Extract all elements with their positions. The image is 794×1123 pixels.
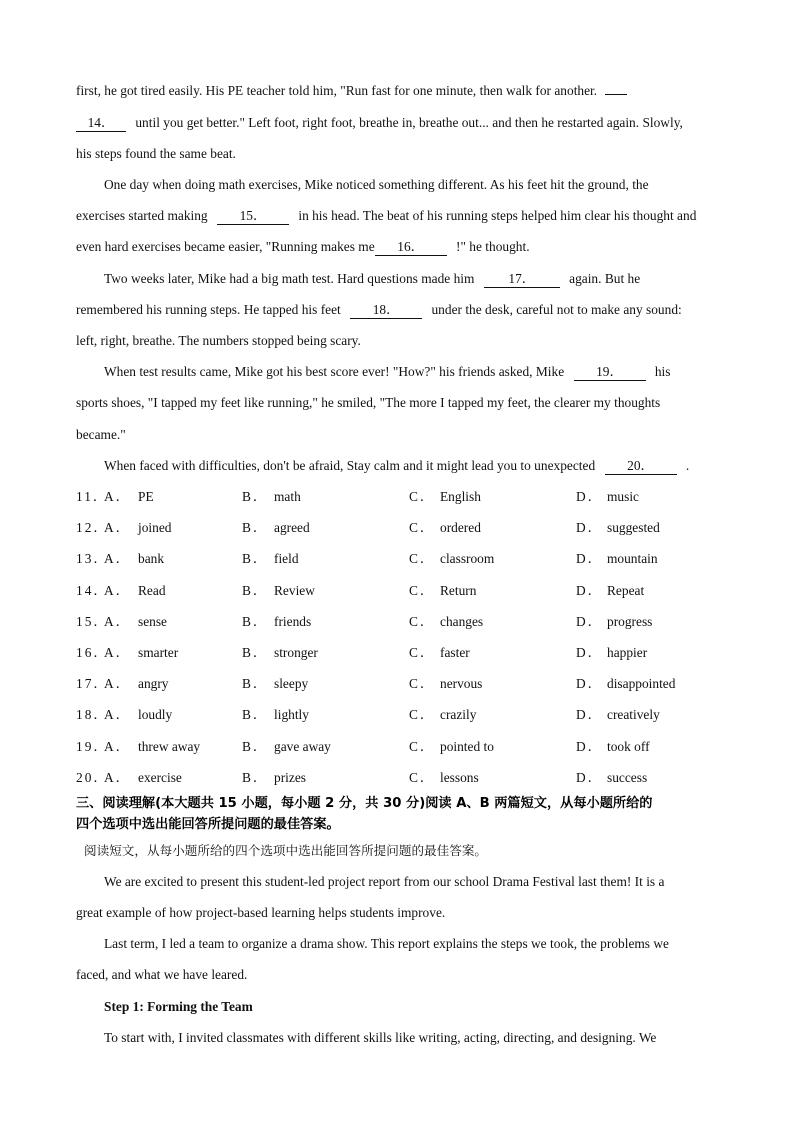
passage-text: When faced with difficulties, don't be afraid, Stay calm and it might lead you to unexpected <box>104 458 596 473</box>
passage-line <box>104 356 774 387</box>
blank-16: 16． <box>375 239 447 256</box>
option-row <box>76 637 746 668</box>
option-label-c: C． <box>409 645 436 660</box>
option-label-c: C． <box>409 676 436 691</box>
passage-text: became." <box>76 427 126 442</box>
option-b[interactable]: friends <box>274 614 312 629</box>
option-label-d: D． <box>576 614 604 629</box>
option-label-b: B． <box>242 645 269 660</box>
option-label-c: C． <box>409 770 436 785</box>
passage-text: until you get better." Left foot, right foot, breathe in, breathe out... and then he restarted again. Slowly, <box>135 115 683 130</box>
option-label-c: C． <box>409 551 436 566</box>
option-c[interactable]: lessons <box>440 770 479 785</box>
option-label-b: B． <box>242 739 269 754</box>
passage-text: left, right, breathe. The numbers stopped being scary. <box>76 333 361 348</box>
option-label-c: C． <box>409 739 436 754</box>
option-a[interactable]: Read <box>138 583 166 598</box>
question-number: 13． <box>76 551 109 566</box>
question-number: 16． <box>76 645 109 660</box>
question-number: 19． <box>76 739 109 754</box>
option-b[interactable]: gave away <box>274 739 331 754</box>
option-row <box>76 481 746 512</box>
option-label-a: A． <box>104 707 132 722</box>
option-label-b: B． <box>242 770 269 785</box>
option-row <box>76 699 746 730</box>
passage-text: . <box>685 458 690 473</box>
option-d[interactable]: success <box>607 770 648 785</box>
option-b[interactable]: math <box>274 489 301 504</box>
option-label-c: C． <box>409 489 436 504</box>
option-a[interactable]: smarter <box>138 645 179 660</box>
option-label-c: C． <box>409 583 436 598</box>
option-a[interactable]: bank <box>138 551 165 566</box>
passage-text: his steps found the same beat. <box>76 146 236 161</box>
option-label-d: D． <box>576 520 604 535</box>
section-instruction: 阅读短文，从每小题所给的四个选项中选出能回答所提问题的最佳答案。 <box>84 843 487 858</box>
option-label-d: D． <box>576 551 604 566</box>
passage-line <box>76 231 746 262</box>
option-row <box>76 731 746 762</box>
option-c[interactable]: nervous <box>440 676 483 691</box>
option-d[interactable]: disappointed <box>607 676 676 691</box>
question-number: 20． <box>76 770 109 785</box>
option-d[interactable]: music <box>607 489 639 504</box>
option-label-a: A． <box>104 770 132 785</box>
option-label-d: D． <box>576 645 604 660</box>
option-c[interactable]: crazily <box>440 707 477 722</box>
passage-line <box>104 450 774 481</box>
passage-line <box>76 107 746 138</box>
passage-text: We are excited to present this student-led project report from our school Drama Festival last them! It is a <box>104 874 665 889</box>
blank-14: 14． <box>76 115 126 132</box>
option-c[interactable]: pointed to <box>440 739 494 754</box>
question-number: 15． <box>76 614 109 629</box>
option-label-b: B． <box>242 551 269 566</box>
option-label-d: D． <box>576 707 604 722</box>
option-row <box>76 575 746 606</box>
option-label-b: B． <box>242 583 269 598</box>
blank-14-underline <box>605 94 627 95</box>
passage-line <box>76 419 746 450</box>
option-label-a: A． <box>104 676 132 691</box>
option-b[interactable]: sleepy <box>274 676 309 691</box>
option-d[interactable]: took off <box>607 739 650 754</box>
option-b[interactable]: field <box>274 551 299 566</box>
option-a[interactable]: loudly <box>138 707 173 722</box>
option-label-b: B． <box>242 676 269 691</box>
passage-text: exercises started making <box>76 208 208 223</box>
option-c[interactable]: faster <box>440 645 470 660</box>
option-label-a: A． <box>104 489 132 504</box>
passage-text: To start with, I invited classmates with different skills like writing, acting, directing, and designing. We <box>104 1030 657 1045</box>
option-label-a: A． <box>104 645 132 660</box>
passage-line <box>104 1022 774 1053</box>
blank-17: 17． <box>484 271 560 288</box>
step-title: Step 1: Forming the Team <box>104 999 253 1014</box>
passage-line <box>104 169 774 200</box>
option-row <box>76 543 746 574</box>
option-a[interactable]: threw away <box>138 739 201 754</box>
option-row <box>76 668 746 699</box>
passage-line <box>104 866 774 897</box>
passage-line <box>76 75 746 106</box>
option-d[interactable]: happier <box>607 645 648 660</box>
option-d[interactable]: suggested <box>607 520 660 535</box>
option-label-b: B． <box>242 614 269 629</box>
blank-15: 15． <box>217 208 289 225</box>
option-label-a: A． <box>104 614 132 629</box>
option-label-b: B． <box>242 489 269 504</box>
option-label-a: A． <box>104 583 132 598</box>
question-number: 18． <box>76 707 109 722</box>
option-c[interactable]: English <box>440 489 481 504</box>
section-heading-line: 三、阅读理解(本大题共 15 小题，每小题 2 分，共 30 分)阅读 A、B 两篇短文，从每小题所给的 <box>76 796 653 811</box>
passage-text: Two weeks later, Mike had a big math test. Hard questions made him <box>104 271 475 286</box>
option-label-d: D． <box>576 770 604 785</box>
option-label-c: C． <box>409 707 436 722</box>
option-b[interactable]: Review <box>274 583 315 598</box>
option-label-a: A． <box>104 739 132 754</box>
option-label-c: C． <box>409 614 436 629</box>
option-label-a: A． <box>104 520 132 535</box>
passage-text: sports shoes, "I tapped my feet like running," he smiled, "The more I tapped my feet, the clearer my thoughts <box>76 395 661 410</box>
passage-line <box>76 897 746 928</box>
passage-text: One day when doing math exercises, Mike noticed something different. As his feet hit the ground, the <box>104 177 649 192</box>
option-label-b: B． <box>242 707 269 722</box>
option-c[interactable]: classroom <box>440 551 495 566</box>
passage-line <box>76 200 746 231</box>
option-label-a: A． <box>104 551 132 566</box>
option-label-d: D． <box>576 489 604 504</box>
option-c[interactable]: ordered <box>440 520 481 535</box>
option-d[interactable]: creatively <box>607 707 660 722</box>
passage-text: faced, and what we have leared. <box>76 967 248 982</box>
option-b[interactable]: stronger <box>274 645 318 660</box>
passage-line <box>76 325 746 356</box>
passage-text: When test results came, Mike got his best score ever! "How?" his friends asked, Mike <box>104 364 565 379</box>
option-label-b: B． <box>242 520 269 535</box>
option-b[interactable]: prizes <box>274 770 306 785</box>
blank-19: 19． <box>574 364 646 381</box>
question-number: 17． <box>76 676 109 691</box>
passage-text: even hard exercises became easier, "Running makes me <box>76 239 375 254</box>
option-row <box>76 762 746 793</box>
question-number: 12． <box>76 520 109 535</box>
option-a[interactable]: exercise <box>138 770 182 785</box>
question-number: 11． <box>76 489 109 504</box>
option-a[interactable]: joined <box>138 520 172 535</box>
passage-line <box>76 294 746 325</box>
option-b[interactable]: lightly <box>274 707 309 722</box>
passage-text: great example of how project-based learning helps students improve. <box>76 905 446 920</box>
option-a[interactable]: sense <box>138 614 168 629</box>
option-d[interactable]: Repeat <box>607 583 645 598</box>
option-row <box>76 512 746 543</box>
passage-text: !" he thought. <box>456 239 530 254</box>
option-b[interactable]: agreed <box>274 520 310 535</box>
passage-text: his <box>654 364 671 379</box>
option-row <box>76 606 746 637</box>
section-heading <box>76 793 756 835</box>
blank-20: 20． <box>605 458 677 475</box>
passage-line <box>104 928 774 959</box>
question-number: 14． <box>76 583 109 598</box>
option-d[interactable]: mountain <box>607 551 658 566</box>
option-a[interactable]: angry <box>138 676 169 691</box>
option-label-d: D． <box>576 739 604 754</box>
blank-18: 18． <box>350 302 422 319</box>
option-c[interactable]: changes <box>440 614 484 629</box>
passage-text: first, he got tired easily. His PE teacher told him, "Run fast for one minute, then walk for another. <box>76 83 598 98</box>
option-label-c: C． <box>409 520 436 535</box>
passage-text: in his head. The beat of his running steps helped him clear his thought and <box>298 208 697 223</box>
passage-text: remembered his running steps. He tapped his feet <box>76 302 341 317</box>
passage-line <box>76 387 746 418</box>
section-heading-line: 四个选项中选出能回答所提问题的最佳答案。 <box>76 817 340 832</box>
option-d[interactable]: progress <box>607 614 653 629</box>
passage-text: again. But he <box>569 271 641 286</box>
option-label-d: D． <box>576 676 604 691</box>
passage-line <box>76 959 746 990</box>
option-label-d: D． <box>576 583 604 598</box>
passage-line <box>76 138 746 169</box>
passage-line <box>104 263 774 294</box>
passage-text: under the desk, careful not to make any sound: <box>431 302 682 317</box>
option-a[interactable]: PE <box>138 489 154 504</box>
passage-text: Last term, I led a team to organize a drama show. This report explains the steps we took, the problems we <box>104 936 669 951</box>
option-c[interactable]: Return <box>440 583 477 598</box>
